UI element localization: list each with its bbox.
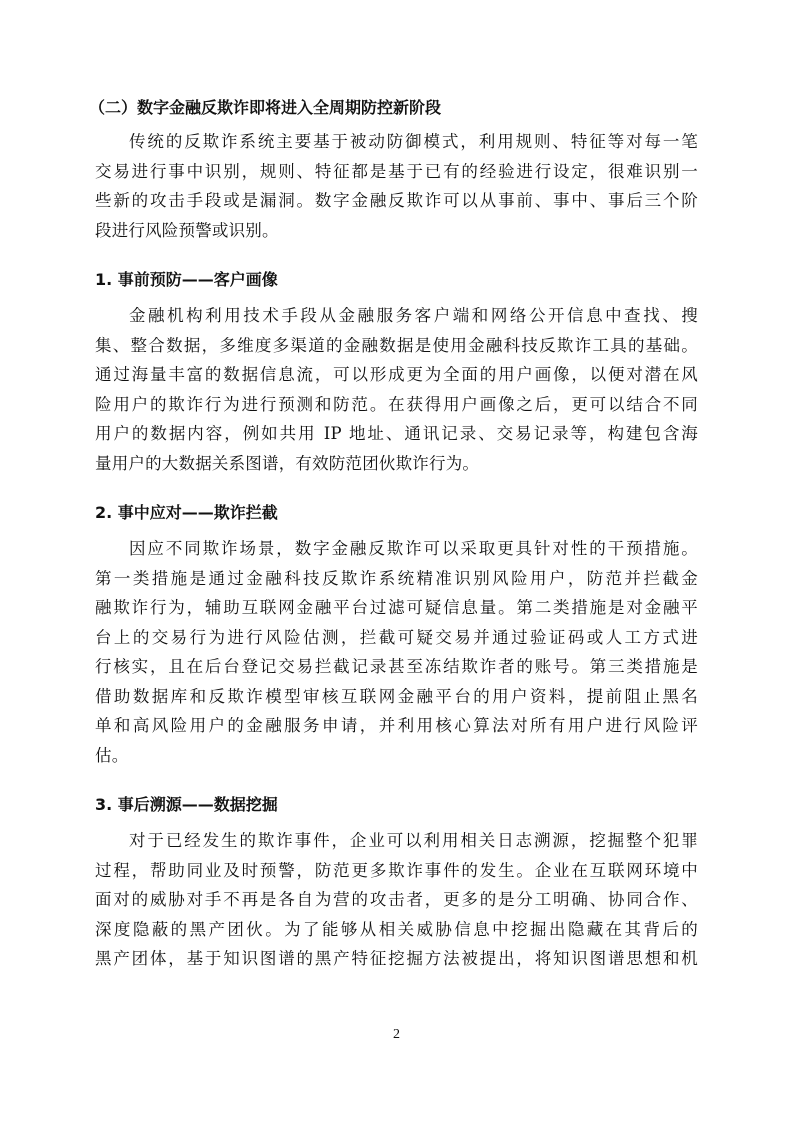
text-line: 集、整合数据，多维度多渠道的金融数据是使用金融科技反欺诈工具的基础。 bbox=[95, 335, 698, 355]
text-line: 些新的攻击手段或是漏洞。数字金融反欺诈可以从事前、事中、事后三个阶 bbox=[95, 191, 698, 210]
text-line: 借助数据库和反欺诈模型审核互联网金融平台的用户资料，提前阻止黑名 bbox=[95, 686, 698, 706]
pre-event-paragraph bbox=[95, 301, 698, 478]
text-line: 险用户的欺诈行为进行预测和防范。在获得用户画像之后，更可以结合不同 bbox=[95, 394, 698, 414]
text-line: 通过海量丰富的数据信息流，可以形成更为全面的用户画像，以便对潜在风 bbox=[95, 365, 698, 384]
intro-paragraph bbox=[95, 127, 698, 245]
text-line: 段进行风险预警或识别。 bbox=[95, 220, 279, 240]
section-title: （二）数字金融反欺诈即将进入全周期防控新阶段 bbox=[89, 98, 442, 117]
document-page bbox=[89, 93, 698, 974]
text-line: 单和高风险用户的金融服务申请，并利用核心算法对所有用户进行风险评 bbox=[95, 716, 698, 735]
subsection-title-in-event: 2. 事中应对——欺诈拦截 bbox=[95, 503, 278, 522]
text-line: 过程，帮助同业及时预警，防范更多欺诈事件的发生。企业在互联网环境中 bbox=[95, 860, 698, 880]
text-line: 金融机构利用技术手段从金融服务客户端和网络公开信息中查找、搜 bbox=[129, 306, 698, 325]
in-event-paragraph bbox=[95, 534, 698, 770]
text-line: 融欺诈行为，辅助互联网金融平台过滤可疑信息量。第二类措施是对金融平 bbox=[95, 598, 698, 617]
text-line: 传统的反欺诈系统主要基于被动防御模式，利用规则、特征等对每一笔 bbox=[129, 132, 698, 151]
text-line: 量用户的大数据关系图谱，有效防范团伙欺诈行为。 bbox=[95, 453, 480, 473]
text-line: 行核实，且在后台登记交易拦截记录甚至冻结欺诈者的账号。第三类措施是 bbox=[95, 657, 698, 676]
text-line: 台上的交易行为进行风险估测，拦截可疑交易并通过验证码或人工方式进 bbox=[95, 627, 698, 647]
text-line: 用户的数据内容，例如共用 IP 地址、通讯记录、交易记录等，构建包含海 bbox=[95, 424, 698, 443]
text-line: 估。 bbox=[95, 745, 129, 765]
subsection-title-pre-event: 1. 事前预防——客户画像 bbox=[95, 270, 278, 289]
text-line: 因应不同欺诈场景，数字金融反欺诈可以采取更具针对性的干预措施。 bbox=[129, 539, 698, 558]
text-line: 深度隐蔽的黑产团伙。为了能够从相关威胁信息中挖掘出隐藏在其背后的 bbox=[95, 919, 698, 939]
post-event-paragraph bbox=[95, 826, 698, 974]
text-line: 第一类措施是通过金融科技反欺诈系统精准识别风险用户，防范并拦截金 bbox=[95, 568, 698, 588]
text-line: 面对的威胁对手不再是各自为营的攻击者，更多的是分工明确、协同合作、 bbox=[95, 890, 698, 909]
text-line: 黑产团体，基于知识图谱的黑产特征挖掘方法被提出，将知识图谱思想和机 bbox=[95, 949, 698, 968]
page-number: 2 bbox=[393, 1027, 400, 1042]
subsection-title-post-event: 3. 事后溯源——数据挖掘 bbox=[95, 795, 278, 814]
text-line: 对于已经发生的欺诈事件，企业可以利用相关日志溯源，挖掘整个犯罪 bbox=[129, 831, 698, 850]
text-line: 交易进行事中识别，规则、特征都是基于已有的经验进行设定，很难识别一 bbox=[95, 161, 698, 181]
